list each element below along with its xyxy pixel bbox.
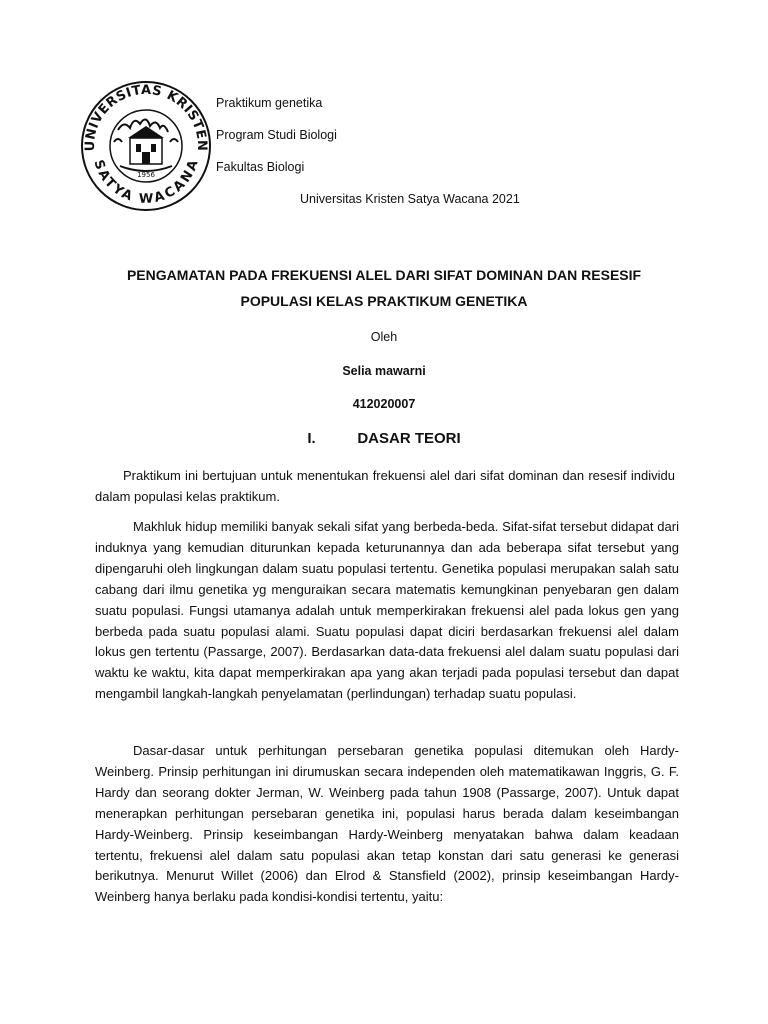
header-course: Praktikum genetika <box>216 96 323 110</box>
author-name: Selia mawarni <box>342 364 426 378</box>
by-label: Oleh <box>370 330 398 344</box>
section-title: DASAR TEORI <box>357 430 461 447</box>
document-title-line-1: PENGAMATAN PADA FREKUENSI ALEL DARI SIFAT DOMINAN DAN RESESIF <box>126 267 642 283</box>
seal-ring-text-bottom: SATYA WACANA <box>90 158 202 207</box>
header-program: Program Studi Biologi <box>216 128 337 142</box>
section-number: I. <box>307 430 316 447</box>
student-id: 412020007 <box>352 397 416 411</box>
header-university: Universitas Kristen Satya Wacana 2021 <box>300 192 520 206</box>
seal-year: 1956 <box>137 171 155 179</box>
university-seal-icon <box>80 80 212 212</box>
paragraph-objective: Praktikum ini bertujuan untuk menentukan frekuensi alel dari sifat dominan dan resesif individu dalam populasi kelas praktikum. <box>95 468 675 504</box>
section-heading <box>0 430 768 447</box>
document-title-line-2: POPULASI KELAS PRAKTIKUM GENETIKA <box>240 293 528 309</box>
seal-ring-text-top: UNIVERSITAS KRISTEN <box>82 82 210 152</box>
paragraph-hardy-weinberg: Dasar-dasar untuk perhitungan persebaran genetika populasi ditemukan oleh Hardy-Weinberg. Prinsip perhitungan ini dirumuskan secara independen oleh matematikawan Inggris, G. F. Hardy dan seorang dokter Jerman, W. Weinberg pada tahun 1908 (Passarge, 2007). Untuk dapat menerapkan perhitungan persebaran genetika ini, populasi harus berada dalam keseimbangan Hardy-Weinberg. Prinsip keseimbangan Hardy-Weinberg menyatakan bahwa dalam keadaan tertentu, frekuensi alel dalam satu populasi akan tetap konstan dari satu generasi ke generasi berikutnya. Menurut Willet (2006) dan Elrod & Stansfield (2002), prinsip keseimbangan Hardy-Weinberg hanya berlaku pada kondisi-kondisi tertentu, yaitu: <box>95 743 679 905</box>
document-title <box>60 262 708 314</box>
paragraph-population-genetics: Makhluk hidup memiliki banyak sekali sifat yang berbeda-beda. Sifat-sifat tersebut didapat dari induknya yang kemudian diturunkan kepada keturunannya dan ada beberapa sifat tersebut yang dipengaruhi oleh lingkungan dalam suatu populasi tertentu. Genetika populasi merupakan salah satu cabang dari ilmu genetika yg menguraikan secara matematis kemungkinan penyebaran gen dalam suatu populasi. Fungsi utamanya adalah untuk memperkirakan frekuensi alel pada lokus gen yang berbeda pada suatu populasi alami. Suatu populasi dapat diciri berdasarkan frekuensi alel dalam lokus gen tertentu (Passarge, 2007). Berdasarkan data-data frekuensi alel dalam suatu populasi dari waktu ke waktu, kita dapat memperkirakan apa yang akan terjadi pada populasi tersebut dan dapat mengambil langkah-langkah penyelamatan (perlindungan) terhadap suatu populasi. <box>95 519 679 702</box>
header-faculty: Fakultas Biologi <box>216 160 305 174</box>
